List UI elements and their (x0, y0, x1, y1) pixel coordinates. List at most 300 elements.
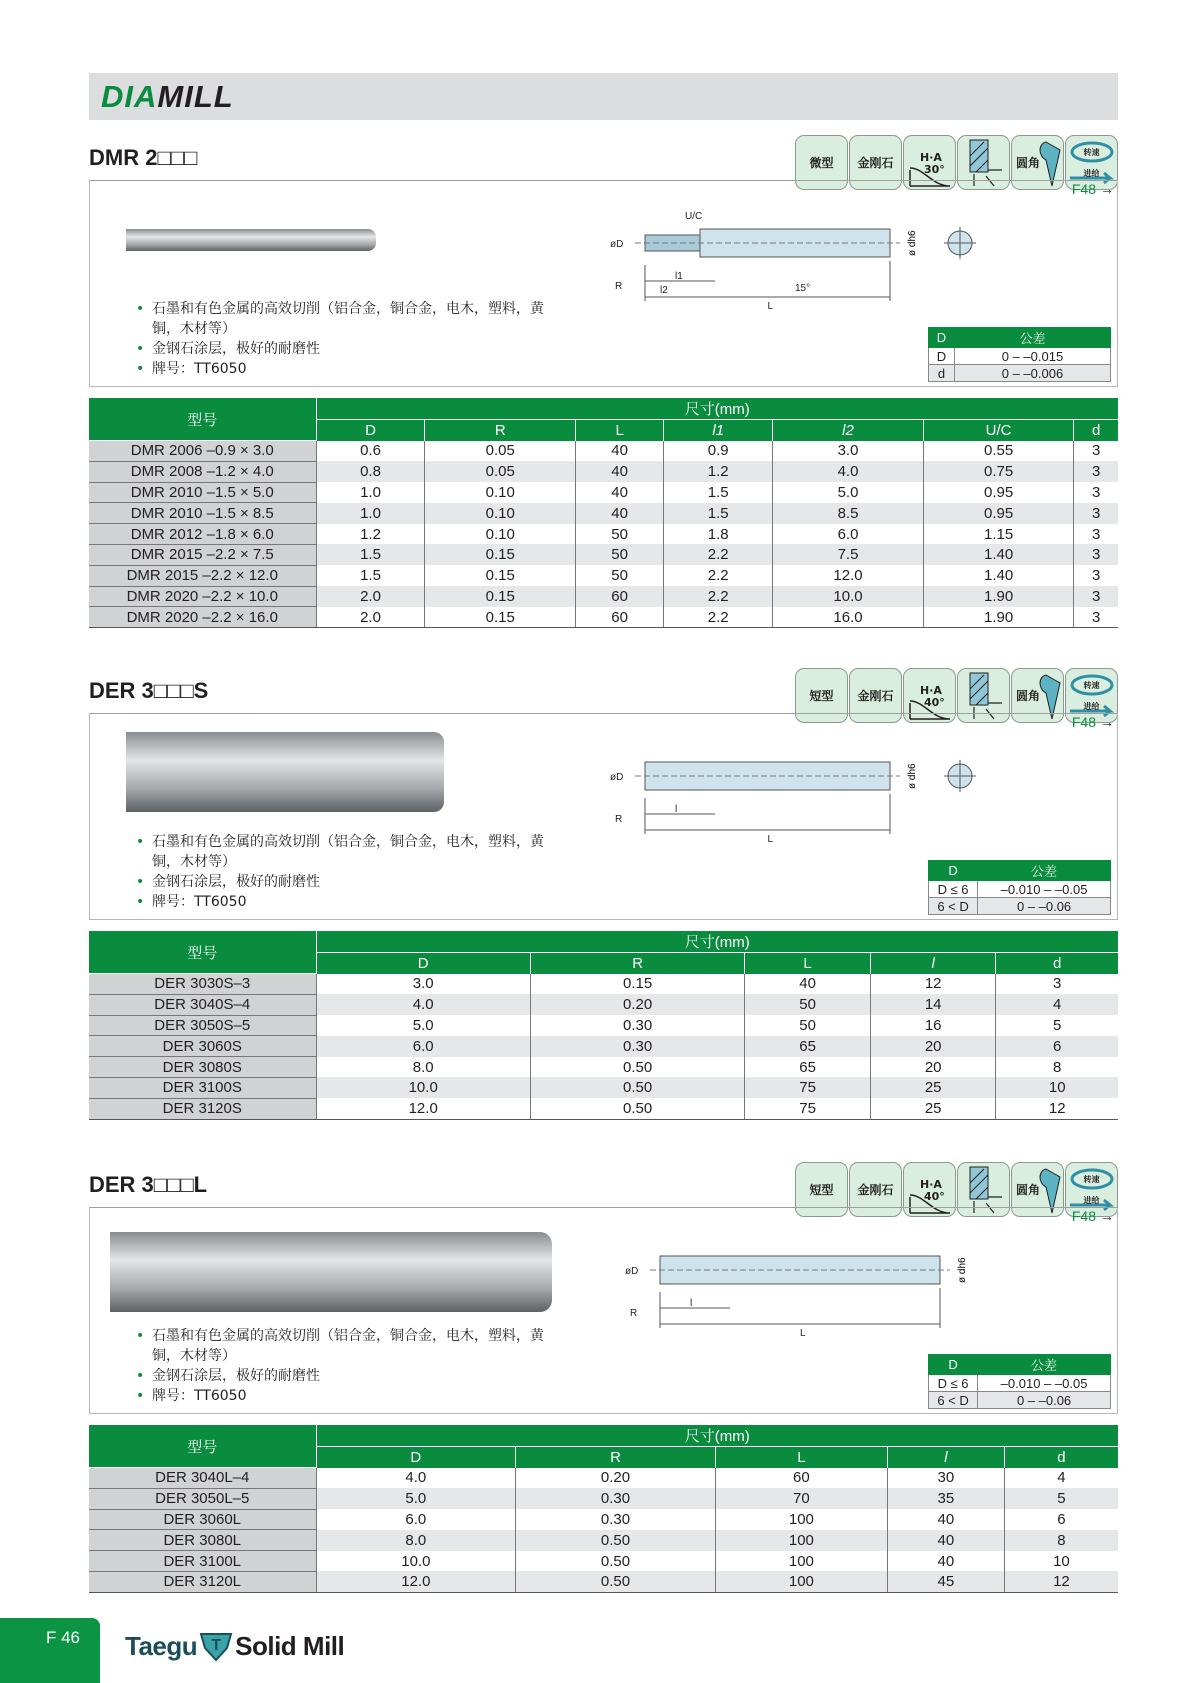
diagram-label-l: L (767, 301, 774, 312)
column-header: l1 (664, 420, 773, 441)
column-header: l (887, 1447, 1004, 1468)
tolerance-row (929, 1392, 1111, 1409)
table-row (89, 482, 1118, 503)
value-cell: 2.2 (664, 565, 773, 586)
value-cell: 45 (887, 1571, 1004, 1592)
value-cell: 100 (715, 1551, 887, 1572)
value-cell: 1.90 (923, 586, 1074, 607)
table-row (89, 1530, 1118, 1551)
value-cell: 12.0 (773, 565, 924, 586)
value-cell: 10.0 (316, 1077, 530, 1098)
model-cell: DMR 2015 –2.2 × 12.0 (89, 565, 316, 586)
diagram-label-shank: ø dh6 (907, 230, 918, 256)
helix-label: H·A (920, 1177, 942, 1191)
feature-item: • 金钢石涂层，极好的耐磨性 (136, 339, 566, 359)
value-cell: 12.0 (316, 1571, 516, 1592)
value-cell: 40 (576, 503, 664, 524)
value-cell: 12 (996, 1098, 1118, 1119)
value-cell: 5.0 (316, 1015, 530, 1036)
value-cell: 1.5 (316, 544, 425, 565)
value-cell: 4.0 (316, 994, 530, 1015)
diagram-label-l: L (767, 834, 774, 845)
value-cell: 25 (870, 1098, 996, 1119)
feature-item: • 牌号：TT6050 (136, 359, 566, 379)
value-cell: 0.30 (530, 1015, 744, 1036)
product-section (89, 668, 1118, 1128)
value-cell: 65 (745, 1036, 871, 1057)
tool-type-icon: 微型 (795, 135, 848, 190)
value-cell: 3 (1074, 461, 1118, 482)
tolerance-cell: D (929, 348, 955, 365)
table-row (89, 1077, 1118, 1098)
tool-dimension-diagram (560, 734, 980, 859)
value-cell: 100 (715, 1509, 887, 1530)
specification-table (89, 1425, 1118, 1593)
model-cell: DER 3040L–4 (89, 1468, 316, 1489)
value-cell: 0.15 (425, 607, 576, 628)
value-cell: 1.0 (316, 503, 425, 524)
diagram-label-angle: 15° (795, 283, 811, 294)
table-row (89, 1509, 1118, 1530)
value-cell: 40 (887, 1530, 1004, 1551)
column-header: l (870, 953, 996, 974)
value-cell: 0.50 (516, 1571, 716, 1592)
diagram-label-l1: l1 (675, 271, 683, 282)
column-header: L (745, 953, 871, 974)
table-row (89, 1468, 1118, 1489)
value-cell: 0.10 (425, 503, 576, 524)
table-row (89, 1098, 1118, 1119)
value-cell: 6 (1057, 1510, 1066, 1528)
value-cell: 0.15 (530, 974, 744, 995)
diagram-label-shank: ø dh6 (907, 763, 918, 789)
tolerance-cell: D ≤ 6 (929, 1375, 978, 1392)
tolerance-cell: D ≤ 6 (929, 881, 978, 898)
value-cell: 0.50 (530, 1077, 744, 1098)
diagram-label-l: L (800, 1328, 806, 1339)
table-row (89, 1488, 1118, 1509)
value-cell: 40 (887, 1551, 1004, 1572)
tolerance-header: 公差 (954, 328, 1110, 348)
model-cell: DER 3120S (89, 1098, 316, 1119)
value-cell: 75 (745, 1077, 871, 1098)
model-cell: DMR 2015 –2.2 × 7.5 (89, 544, 316, 565)
coating-icon: 金刚石 (849, 668, 902, 723)
product-info-panel (89, 713, 1118, 920)
value-cell: 0.9 (664, 441, 773, 462)
value-cell: 0.15 (425, 544, 576, 565)
value-cell: 1.40 (923, 544, 1074, 565)
page-reference[interactable]: F48 (1071, 181, 1096, 197)
value-cell: 1.15 (923, 524, 1074, 545)
value-cell: 4 (996, 994, 1118, 1015)
value-cell: 16.0 (773, 607, 924, 628)
tolerance-row (929, 365, 1111, 382)
value-cell: 3.0 (316, 974, 530, 995)
column-header: l2 (773, 420, 924, 441)
page-number-tab (0, 1618, 100, 1683)
feed-label: 进给 (1083, 1195, 1100, 1205)
brand-part2: Solid Mill (235, 1630, 345, 1661)
model-column-header: 型号 (89, 931, 316, 974)
value-cell: 2.2 (664, 544, 773, 565)
tolerance-header: D (929, 1355, 978, 1375)
diagram-label-d: øD (610, 772, 624, 783)
value-cell: 1.2 (664, 461, 773, 482)
value-cell: 25 (870, 1077, 996, 1098)
value-cell: 60 (576, 586, 664, 607)
brand-part1: Taegu (125, 1630, 198, 1661)
value-cell: 3 (1074, 544, 1118, 565)
feature-item: • 石墨和有色金属的高效切削（铝合金，铜合金，电木，塑料，黄铜，木材等） (136, 832, 566, 872)
value-cell: 100 (715, 1571, 887, 1592)
feed-label: 进给 (1083, 701, 1100, 711)
tool-type-icon: 短型 (795, 1162, 848, 1217)
model-cell: DMR 2006 –0.9 × 3.0 (89, 441, 316, 462)
tolerance-table (928, 1354, 1111, 1409)
table-row (89, 1571, 1118, 1592)
dimensions-header: 尺寸(mm) (316, 1425, 1118, 1447)
arrow-right-icon: → (1100, 1208, 1114, 1224)
value-cell: 0.05 (425, 461, 576, 482)
product-series-title: DER 3□□□L (89, 1172, 208, 1197)
value-cell: 16 (870, 1015, 996, 1036)
value-cell: 10.0 (316, 1551, 516, 1572)
value-cell: 3 (1074, 607, 1118, 628)
table-row (89, 1036, 1118, 1057)
value-cell: 2.0 (316, 607, 425, 628)
value-cell: 0.30 (530, 1036, 744, 1057)
model-cell: DER 3080L (89, 1530, 316, 1551)
model-cell: DMR 2020 –2.2 × 10.0 (89, 586, 316, 607)
feed-label: 进给 (1083, 168, 1100, 178)
tolerance-cell: –0.010 – –0.05 (978, 1375, 1111, 1392)
table-row (89, 441, 1118, 462)
column-header: D (316, 420, 425, 441)
value-cell: 3.0 (773, 441, 924, 462)
model-cell: DER 3050S–5 (89, 1015, 316, 1036)
product-info-panel (89, 1207, 1118, 1414)
model-cell: DER 3100L (89, 1551, 316, 1572)
product-section (89, 1162, 1118, 1622)
value-cell: 50 (745, 994, 871, 1015)
table-row (89, 1551, 1118, 1572)
product-section (89, 135, 1118, 626)
value-cell: 6.0 (773, 524, 924, 545)
helix-angle: 40° (924, 1189, 945, 1203)
value-cell: 3 (1092, 567, 1101, 585)
value-cell: 2.2 (664, 586, 773, 607)
tool-type-icon: 短型 (795, 668, 848, 723)
column-header: U/C (923, 420, 1074, 441)
model-column-header: 型号 (89, 398, 316, 441)
dimensions-header: 尺寸(mm) (316, 931, 1118, 953)
value-cell: 3 (1092, 525, 1101, 543)
value-cell: 4.0 (773, 461, 924, 482)
value-cell: 20 (870, 1057, 996, 1078)
table-row (89, 974, 1118, 995)
tolerance-cell: 6 < D (929, 1392, 978, 1409)
value-cell: 3 (1074, 586, 1118, 607)
model-cell: DER 3040S–4 (89, 994, 316, 1015)
specification-table (89, 931, 1118, 1120)
product-series-title: DMR 2□□□ (89, 145, 198, 170)
value-cell: 12 (870, 974, 996, 995)
value-cell: 3 (1074, 503, 1118, 524)
speed-label: 转速 (1083, 147, 1100, 157)
value-cell: 0.10 (425, 524, 576, 545)
value-cell: 12 (1004, 1571, 1118, 1592)
diagram-label-l2: l2 (660, 285, 668, 296)
specification-table (89, 398, 1118, 628)
helix-label: H·A (920, 683, 942, 697)
value-cell: 0.6 (316, 441, 425, 462)
value-cell: 0.15 (425, 586, 576, 607)
value-cell: 0.30 (516, 1509, 716, 1530)
value-cell: 4 (1057, 1469, 1066, 1487)
value-cell: 5 (1053, 1016, 1062, 1034)
value-cell: 8.0 (316, 1057, 530, 1078)
value-cell: 3 (1092, 483, 1101, 501)
model-cell: DER 3100S (89, 1077, 316, 1098)
column-header: R (516, 1447, 716, 1468)
model-cell: DMR 2010 –1.5 × 5.0 (89, 482, 316, 503)
table-row (89, 1057, 1118, 1078)
taegu-brand-logo (125, 1630, 344, 1662)
arrow-right-icon: → (1100, 714, 1114, 730)
table-row (89, 994, 1118, 1015)
value-cell: 14 (870, 994, 996, 1015)
value-cell: 10.0 (773, 586, 924, 607)
value-cell: 2.0 (316, 586, 425, 607)
diagram-label-l1: l (690, 1298, 693, 1309)
value-cell: 100 (715, 1530, 887, 1551)
product-series-title: DER 3□□□S (89, 678, 209, 703)
value-cell: 6.0 (316, 1509, 516, 1530)
value-cell: 1.2 (316, 524, 425, 545)
value-cell: 0.50 (516, 1530, 716, 1551)
diagram-label-shank: ø dh6 (957, 1257, 968, 1283)
value-cell: 0.20 (516, 1468, 716, 1489)
value-cell: 3 (1053, 975, 1062, 993)
model-cell: DMR 2010 –1.5 × 8.5 (89, 503, 316, 524)
tolerance-cell: –0.010 – –0.05 (978, 881, 1111, 898)
diagram-label-l1: l (675, 804, 678, 815)
table-row (89, 524, 1118, 545)
value-cell: 1.0 (316, 482, 425, 503)
table-row (89, 607, 1118, 628)
tolerance-cell: 0 – –0.015 (954, 348, 1110, 365)
table-row (89, 586, 1118, 607)
value-cell: 20 (870, 1036, 996, 1057)
feature-item: • 石墨和有色金属的高效切削（铝合金，铜合金，电木，塑料，黄铜，木材等） (136, 1326, 566, 1366)
value-cell: 75 (745, 1098, 871, 1119)
dimensions-header: 尺寸(mm) (316, 398, 1118, 420)
model-cell: DER 3050L–5 (89, 1488, 316, 1509)
value-cell: 8.0 (316, 1530, 516, 1551)
tolerance-cell: 0 – –0.06 (978, 1392, 1111, 1409)
value-cell: 65 (745, 1057, 871, 1078)
corner-label: 圆角 (1016, 689, 1041, 703)
tolerance-table (928, 327, 1111, 382)
tool-dimension-diagram (560, 1228, 980, 1353)
value-cell: 40 (745, 974, 871, 995)
value-cell: 50 (745, 1015, 871, 1036)
column-header: d (1004, 1447, 1118, 1468)
value-cell: 0.95 (923, 503, 1074, 524)
brand-header-bar (89, 73, 1118, 120)
value-cell: 60 (576, 607, 664, 628)
value-cell: 12.0 (316, 1098, 530, 1119)
model-cell: DER 3060L (89, 1509, 316, 1530)
value-cell: 35 (887, 1488, 1004, 1509)
value-cell: 7.5 (773, 544, 924, 565)
value-cell: 8.5 (773, 503, 924, 524)
value-cell: 3 (1092, 442, 1101, 460)
tolerance-header: 公差 (978, 1355, 1111, 1375)
page-reference[interactable]: F48 (1071, 714, 1096, 730)
feature-list (136, 299, 566, 379)
diagram-label-r: R (630, 1308, 638, 1319)
page-number: F 46 (46, 1628, 81, 1647)
tolerance-row (929, 881, 1111, 898)
column-header: L (715, 1447, 887, 1468)
value-cell: 6 (996, 1036, 1118, 1057)
column-header: D (316, 953, 530, 974)
value-cell: 1.5 (316, 565, 425, 586)
value-cell: 0.95 (923, 482, 1074, 503)
value-cell: 0.75 (923, 461, 1074, 482)
value-cell: 0.50 (530, 1098, 744, 1119)
table-row (89, 1015, 1118, 1036)
column-header: L (576, 420, 664, 441)
logo-part2: MILL (157, 79, 234, 114)
corner-label: 圆角 (1016, 1183, 1041, 1197)
value-cell: 40 (576, 482, 664, 503)
tool-photo (126, 732, 444, 812)
model-cell: DMR 2020 –2.2 × 16.0 (89, 607, 316, 628)
value-cell: 1.5 (664, 482, 773, 503)
value-cell: 5.0 (773, 482, 924, 503)
diagram-label-d: øD (610, 239, 624, 250)
tolerance-row (929, 348, 1111, 365)
value-cell: 0.05 (425, 441, 576, 462)
diamill-logo (101, 79, 234, 115)
model-column-header: 型号 (89, 1425, 316, 1468)
value-cell: 8 (1004, 1530, 1118, 1551)
corner-label: 圆角 (1016, 156, 1041, 170)
value-cell: 0.50 (530, 1057, 744, 1078)
feature-item: • 牌号：TT6050 (136, 1386, 566, 1406)
speed-label: 转速 (1083, 680, 1100, 690)
helix-label: H·A (920, 150, 942, 164)
value-cell: 0.50 (516, 1551, 716, 1572)
tolerance-header: D (929, 328, 955, 348)
tolerance-row (929, 898, 1111, 915)
value-cell: 1.40 (923, 565, 1074, 586)
value-cell: 6.0 (316, 1036, 530, 1057)
svg-text:T: T (211, 1637, 221, 1654)
value-cell: 40 (576, 461, 664, 482)
table-row (89, 565, 1118, 586)
feature-item: • 金钢石涂层，极好的耐磨性 (136, 1366, 566, 1386)
model-cell: DER 3120L (89, 1571, 316, 1592)
table-row (89, 544, 1118, 565)
value-cell: 0.15 (425, 565, 576, 586)
value-cell: 5 (1004, 1488, 1118, 1509)
value-cell: 50 (576, 565, 664, 586)
tolerance-header: D (929, 861, 978, 881)
feature-item: • 石墨和有色金属的高效切削（铝合金，铜合金，电木，塑料，黄铜，木材等） (136, 299, 566, 339)
column-header: R (425, 420, 576, 441)
model-cell: DER 3080S (89, 1057, 316, 1078)
feature-item: • 金钢石涂层，极好的耐磨性 (136, 872, 566, 892)
value-cell: 1.8 (664, 524, 773, 545)
tolerance-row (929, 1375, 1111, 1392)
tolerance-cell: 6 < D (929, 898, 978, 915)
value-cell: 50 (576, 524, 664, 545)
tolerance-header: 公差 (978, 861, 1111, 881)
model-cell: DER 3060S (89, 1036, 316, 1057)
arrow-right-icon: → (1100, 181, 1114, 197)
product-info-panel (89, 180, 1118, 387)
tool-photo (110, 1232, 552, 1312)
tool-photo (126, 229, 376, 251)
value-cell: 40 (887, 1509, 1004, 1530)
diagram-label-r: R (615, 281, 623, 292)
page-reference[interactable]: F48 (1071, 1208, 1096, 1224)
value-cell: 70 (715, 1488, 887, 1509)
logo-part1: DIA (101, 79, 158, 114)
column-header: D (316, 1447, 516, 1468)
feature-list (136, 1326, 566, 1406)
value-cell: 60 (715, 1468, 887, 1489)
value-cell: 1.90 (923, 607, 1074, 628)
tolerance-cell: 0 – –0.006 (954, 365, 1110, 382)
value-cell: 2.2 (664, 607, 773, 628)
helix-angle: 40° (924, 695, 945, 709)
column-header: d (996, 953, 1118, 974)
value-cell: 0.8 (316, 461, 425, 482)
value-cell: 30 (887, 1468, 1004, 1489)
model-cell: DMR 2012 –1.8 × 6.0 (89, 524, 316, 545)
diagram-label-d: øD (625, 1266, 639, 1277)
value-cell: 4.0 (316, 1468, 516, 1489)
column-header: R (530, 953, 744, 974)
value-cell: 10 (996, 1077, 1118, 1098)
value-cell: 40 (576, 441, 664, 462)
tolerance-cell: 0 – –0.06 (978, 898, 1111, 915)
value-cell: 0.20 (530, 994, 744, 1015)
column-header: d (1074, 420, 1118, 441)
tool-dimension-diagram (560, 201, 980, 326)
helix-angle: 30° (924, 162, 945, 176)
value-cell: 8 (1053, 1058, 1062, 1076)
value-cell: 5.0 (316, 1488, 516, 1509)
feature-list (136, 832, 566, 912)
tolerance-table (928, 860, 1111, 915)
value-cell: 0.10 (425, 482, 576, 503)
table-row (89, 461, 1118, 482)
taegu-shield-icon (199, 1630, 233, 1662)
tolerance-cell: d (929, 365, 955, 382)
value-cell: 50 (576, 544, 664, 565)
speed-label: 转速 (1083, 1174, 1100, 1184)
diagram-label-uc: U/C (685, 211, 703, 222)
value-cell: 0.55 (923, 441, 1074, 462)
table-row (89, 503, 1118, 524)
value-cell: 0.30 (516, 1488, 716, 1509)
